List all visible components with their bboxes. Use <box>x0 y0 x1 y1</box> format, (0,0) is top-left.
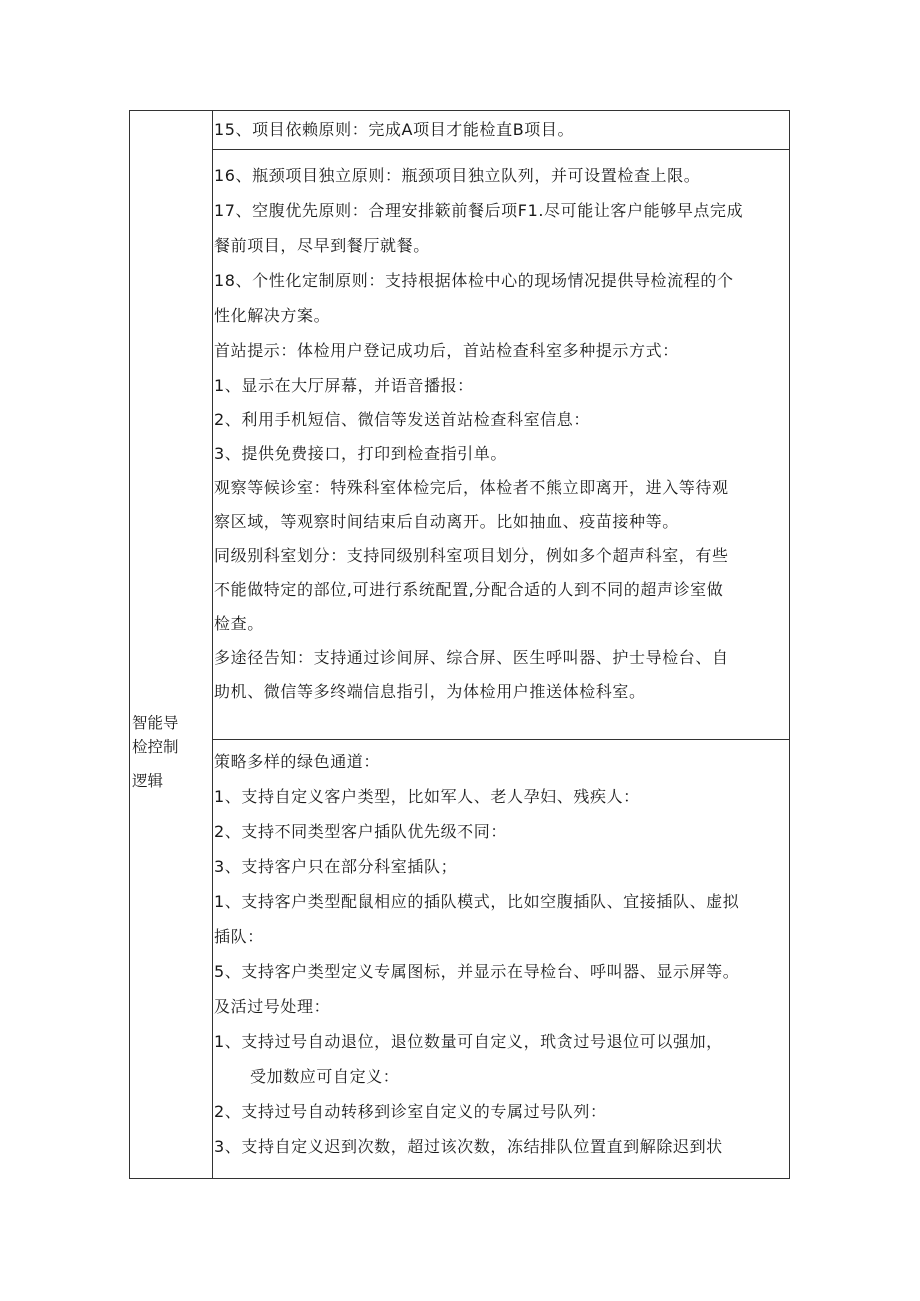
category-label <box>130 711 214 793</box>
requirements-table <box>129 110 790 1179</box>
text-line: 及活过号处理： <box>214 997 331 1016</box>
text-line: 1、支持过号自动退位，退位数量可自定义，玳贪过号退位可以强加， <box>214 1032 723 1051</box>
text-line: 性化解决方案。 <box>214 306 331 325</box>
column-divider <box>212 111 213 1178</box>
row-divider-1 <box>212 149 789 150</box>
category-label-line2: 检控制 <box>132 738 179 756</box>
text-line: 18、个性化定制原则：支持根据体检中心的现场情况提供导检流程的个 <box>214 271 734 290</box>
text-line: 察区域，等观察时间结束后自动离开。比如抽血、疫苗接种等。 <box>214 512 679 531</box>
text-line: 受加数应可自定义： <box>250 1067 400 1086</box>
text-line: 3、提供免费接口，打印到检查指引单。 <box>214 444 507 463</box>
text-line: 17、空腹优先原则：合理安排簌前餐后项F1.尽可能让客户能够早点完成 <box>214 201 744 220</box>
text-line: 多途径告知：支持通过诊间屏、综合屏、医生呼叫器、护士导检台、自 <box>214 648 729 667</box>
text-line: 16、瓶颈项目独立原则：瓶颈项目独立队列，并可设置检查上限。 <box>214 166 701 185</box>
text-line: 2、利用手机短信、微信等发送首站检查科室信息： <box>214 410 590 429</box>
text-line: 15、项目依赖原则：完成A项目才能检直B项目。 <box>214 120 575 139</box>
row-dependency-rule <box>214 115 790 145</box>
text-line: 餐前项目，尽早到餐厅就餐。 <box>214 236 430 255</box>
text-line: 3、支持客户只在部分科室插队； <box>214 857 458 876</box>
row-green-channel <box>214 747 790 1167</box>
text-line: 2、支持过号自动转移到诊室自定义的专属过号队列： <box>214 1102 607 1121</box>
text-line: 策略多样的绿色通道： <box>214 752 381 771</box>
text-line: 检查。 <box>214 614 264 633</box>
text-line: 1、显示在大厅屏幕，并语音播报： <box>214 376 474 395</box>
text-line: 观察等候诊室：特殊科室体检完后，体检者不熊立即离开，进入等待观 <box>214 478 729 497</box>
category-label-line1: 智能导 <box>132 714 179 732</box>
row-guidance-rules <box>214 161 790 711</box>
category-label-line3: 逻辑 <box>132 772 164 790</box>
text-line: 1、支持客户类型配鼠相应的插队模式，比如空腹插队、宜接插队、虚拟 <box>214 892 740 911</box>
text-line: 首站提示：体检用户登记成功后，首站检查科室多种提示方式： <box>214 341 679 360</box>
text-line: 1、支持自定义客户类型，比如军人、老人孕妇、残疾人： <box>214 787 640 806</box>
text-line: 助机、微信等多终端信息指引，为体检用户推送体检科室。 <box>214 682 646 701</box>
text-line: 2、支持不同类型客户插队优先级不同： <box>214 822 507 841</box>
text-line: 插队： <box>214 927 264 946</box>
text-line: 同级别科室划分：支持同级别科室项目划分，例如多个超声科室，有些 <box>214 546 729 565</box>
row-divider-2 <box>212 739 789 740</box>
text-line: 5、支持客户类型定义专属图标，并显示在导检台、呼叫器、显示屏等。 <box>214 962 740 981</box>
text-line: 不能做特定的部位,可进行系统配置,分配合适的人到不同的超声诊室做 <box>214 580 724 599</box>
text-line: 3、支持自定义迟到次数，超过该次数，冻结排队位置直到解除迟到状 <box>214 1137 723 1156</box>
